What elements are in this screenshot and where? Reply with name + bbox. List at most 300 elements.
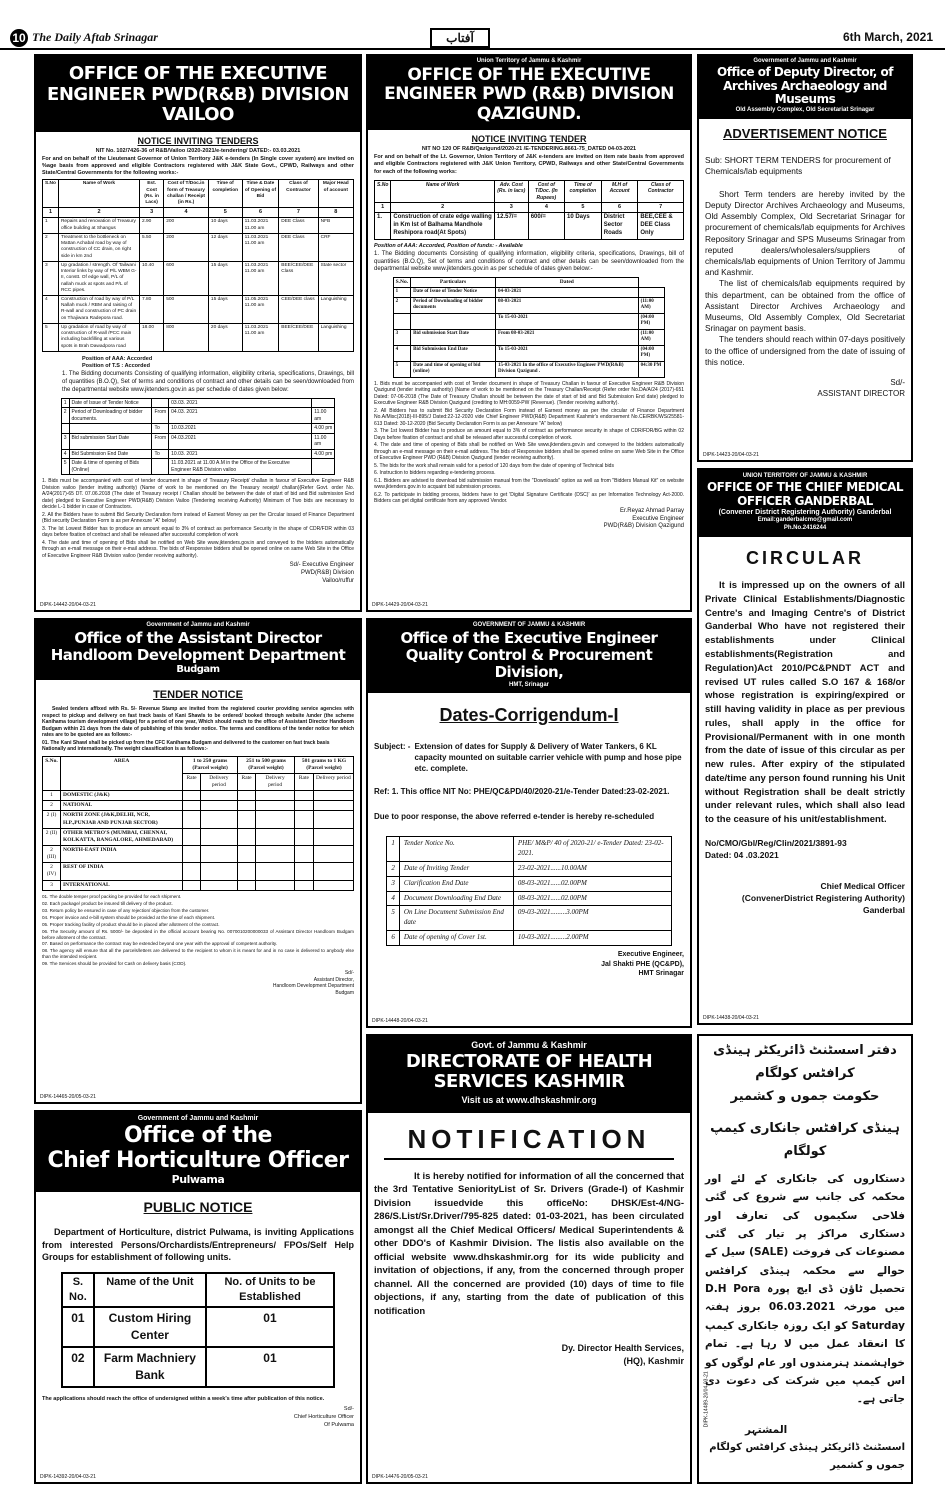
table-cell: Repairs and renovation of Treasury office building at Shangus — [58, 218, 139, 233]
table-cell: 5 — [43, 323, 59, 351]
table-cell: Custom Hiring Center — [94, 1307, 206, 1347]
gov-label: Government of Jammu and Kashmir — [146, 622, 250, 628]
table-row — [43, 846, 354, 863]
empty-cell — [183, 828, 201, 845]
table-cell: From — [152, 433, 169, 449]
column-number: 5 — [564, 203, 601, 213]
empty-cell — [256, 801, 295, 811]
empty-cell — [313, 828, 353, 845]
table-cell: Construction of crate edge walling in Km Ist of Balhama Mandhole Reshipora road(At Spots) — [391, 213, 494, 239]
phone: Ph.No.2416244 — [783, 525, 827, 532]
schedule-table — [61, 398, 336, 476]
signature-line: Sd/- — [890, 377, 905, 387]
table-cell: 2 — [393, 297, 411, 313]
table-cell: BEE/CEE/DEE Class — [279, 261, 318, 295]
ad-title: DIRECTORATE OF HEALTH SERVICES KASHMIR — [405, 1050, 653, 1093]
dipk-ref: DIPK-14438-20/04-03-21 — [703, 1014, 759, 1021]
table-cell: 10 Days — [564, 213, 601, 239]
dipk-ref: DIPK-14465-20/05-03-21 — [40, 1093, 96, 1100]
signature — [42, 970, 354, 996]
table-row — [61, 398, 335, 408]
signature — [705, 378, 905, 400]
table-cell: 2 — [387, 862, 400, 877]
ad-title-2: Chief Horticulture Officer — [47, 1148, 349, 1174]
ts-position: Position of T.S : Accorded — [82, 362, 150, 369]
subject: Sub: SHORT TERM TENDERS for procurement of Chemicals/lab equipments — [705, 154, 891, 176]
table-cell — [152, 459, 169, 475]
table-cell: District Sector Roads — [601, 213, 638, 239]
table-cell: CEE/DEE class — [279, 295, 318, 323]
column-header: Adv. Cost (Rs. in lacs) — [494, 180, 528, 203]
newspaper-logo: آفتاب — [430, 28, 490, 48]
table-row — [61, 433, 335, 449]
table-cell: 15 days — [208, 295, 242, 323]
table-cell: Bid submission Start Date — [411, 329, 496, 345]
table-cell: 1. — [375, 213, 391, 239]
urdu-subtitle: حکومت جموں و کشمیر — [730, 1088, 880, 1104]
table-cell: 08-03-2021 — [495, 297, 638, 313]
table-row — [393, 345, 665, 361]
table-cell: 10-03-2021.........2.00PM — [513, 931, 671, 946]
empty-cell — [313, 880, 353, 890]
column-header: Time of completion — [208, 180, 242, 208]
para-3: The tenders should reach within 07-days positively to the office of undersigned from the date of issuing of this notice. — [705, 334, 905, 367]
column-header: S. No. — [62, 1273, 94, 1308]
nit-number: NIT NO 120 OF R&B/Qazigund/2020-21 /E-TENDERING.8661-75_DATED 04-03-2021 — [421, 146, 637, 153]
empty-cell — [313, 801, 353, 811]
table-cell: Period of Downloading of bidder documents — [411, 297, 496, 313]
table-row — [43, 811, 354, 828]
signature — [374, 508, 684, 531]
table-cell — [152, 398, 169, 408]
column-number: 1 — [43, 208, 59, 218]
empty-cell — [183, 811, 201, 828]
table-row — [43, 863, 354, 880]
ut-label: Union Territory of Jammu & Kashmir — [476, 58, 582, 64]
column-header: Major Head of account — [318, 180, 353, 208]
para-2: 01. The Kani Shawl shall be picked up from the CFC Kanihama Budgam and delivered to the customer on fast track basis Nationally and internationally. The weight classification is as follows:- — [42, 739, 330, 753]
table-cell: Bid Submission End Date — [411, 345, 496, 361]
sub-column-header: Rate — [295, 773, 314, 790]
table-cell: 1 — [387, 837, 400, 862]
sub-column-header: Rate — [183, 773, 201, 790]
notice-heading: NOTICE INVITING TENDER — [471, 134, 587, 145]
note-item: 09. The Services should be provided for Cash on delivery basis (COD). — [42, 961, 187, 967]
table-cell: 200 — [164, 233, 209, 261]
table-cell: From — [152, 408, 169, 424]
table-cell: 09-03-2021.........3.00PM — [513, 906, 671, 931]
empty-cell — [313, 811, 353, 828]
table-cell: 10 days — [208, 218, 242, 233]
empty-cell — [295, 846, 314, 863]
notes — [374, 381, 684, 505]
signature — [42, 1406, 354, 1429]
gov-label: Government of Jammu and Kashmir — [753, 58, 857, 64]
table-cell: Date & time of opening of Bids (Online) — [69, 459, 152, 475]
table-row — [61, 424, 335, 434]
table-row — [387, 906, 671, 931]
column-header: AREA — [60, 756, 182, 791]
column-number: 4 — [164, 208, 209, 218]
works-table — [42, 179, 354, 352]
dipk-ref: DIPK-14423-20/04-03-21 — [703, 451, 759, 458]
table-cell: Up gradation of road by way of construction of R-wall /PCC main including backfilling at various spots in Brah Dawadpora road — [58, 323, 139, 351]
intro-text: For and on behalf of the Lieutenant Governor of Union Territory J&K e-tenders (In Single cover system) are invited on %age basis from approved and eligible Contractors registered with J&K State Govt., CPWD, Railways and other State/Central Governments for the following works:- — [42, 155, 354, 177]
column-header: Name of Work — [58, 180, 139, 208]
signature-line: Sd/- Executive Engineer — [289, 562, 354, 569]
signature-line: Er.Reyaz Ahmad Parray — [619, 507, 684, 514]
gov-label: Govt. of Jammu & Kashmir — [471, 1040, 587, 1050]
table-cell: 10.03.2021 — [169, 424, 312, 434]
table-cell: 600/= — [528, 213, 564, 239]
empty-cell — [237, 828, 255, 845]
table-row — [393, 297, 665, 313]
column-header: Class of Contractor — [279, 180, 318, 208]
gov-label: Government of Jammu and Kashmir — [137, 1115, 259, 1122]
para-1: Sealed tenders affixed with Rs. 5/- Revenue Stamp are invited from the registered courier providing service agencies with respect to pickup and delivery on fast track basis of Kani Shawls to be ordered/ booked through website /under (the scheme Kanihama tourism development village) for a period of one year, Which should reach to the office of Assistant Director Handloom Budgam within 21 days from the date of publishing of this tender notice. The terms and conditions of the tender notice for which rates are to be quoted are as follows:- — [42, 706, 354, 739]
ad-place: Pulwama — [171, 1172, 225, 1186]
table-cell: On Line Document Submission End date — [399, 906, 513, 931]
para-1: Department of Horticulture, district Pulwama, is inviting Applications from interested Persons/Orchardists/Entrepreneurs/ FPOs/Self Help Groups for establishment of following units. — [42, 1226, 354, 1263]
subject: Extension of dates for Supply & Delivery of Water Tankers, 6 KL capacity mounted on suitable carrier vehicle with pump and hose pipe etc. complete. — [414, 741, 682, 773]
ad-title: Office of Deputy Director, of Archives Archaeology and Museums — [717, 64, 893, 107]
table-cell: NORTH ZONE (J&K,DELHI, NCR, H.P.,PUNJAB AND PUNJAB SECTOR) — [60, 811, 182, 828]
column-header: Name of Work — [391, 180, 494, 203]
empty-cell — [237, 801, 255, 811]
table-row — [393, 313, 665, 329]
rates-table — [42, 756, 354, 891]
column-header: 251 to 500 grams (Parcel weight) — [237, 756, 294, 773]
table-cell: 5.50 — [140, 233, 164, 261]
ad-handicrafts-urdu — [697, 1034, 913, 1484]
table-cell: 2 — [61, 408, 69, 424]
table-cell: Up gradation / strength. Of Tailwani Interior links by way of P/L WBM G-II, constt. Of edge wall, P/L of nallah muck at spots and P/L of RCC pipes. — [58, 261, 139, 295]
table-cell: Bid submission Start Date — [69, 433, 152, 449]
column-number: 3 — [494, 203, 528, 213]
column-number: 3 — [140, 208, 164, 218]
table-cell: 04.03.2021 — [169, 433, 312, 449]
table-cell: 4 — [387, 891, 400, 906]
empty-cell — [183, 846, 201, 863]
table-cell: 2.90 — [140, 218, 164, 233]
column-number: 8 — [318, 208, 353, 218]
notes — [42, 894, 354, 968]
table-cell: To 15-03-2021 — [495, 313, 638, 329]
table-cell: 4 — [61, 449, 69, 459]
ad-title: OFFICE OF THE CHIEF MEDICAL OFFICER GANDERBAL — [706, 479, 904, 508]
table-cell — [312, 459, 335, 475]
table-cell: 2 (IV) — [43, 863, 61, 880]
table-cell: Farm Machniery Bank — [94, 1347, 206, 1387]
column-number: 1 — [375, 203, 391, 213]
empty-cell — [295, 880, 314, 890]
note-item: 06. The Security amount of Rs. 5000/- be deposited in the official account bearing No. 0070010200000033 of Assistant Director Handloom Budgam before allotment of the contract. — [42, 928, 354, 940]
units-table — [61, 1272, 336, 1388]
table-cell: BEE/CEE/DEE — [279, 323, 318, 351]
note-item: 03. Return policy be ensured in case of any rejection/ objection from the customer. — [42, 907, 210, 913]
note-item: 3. The 1st lowest Bidder has to produce an amount equal to 3% of contract as performance security in shape of CDR/FDR/BG within 02 Days before fixation of contract and shall be released after successful completion of work. — [374, 428, 684, 441]
table-cell: 12.57/= — [494, 213, 528, 239]
table-cell: 2 — [43, 233, 59, 261]
column-header: Time & Date of Opening of Bid — [242, 180, 279, 208]
table-cell: DOMESTIC (J&K) — [60, 791, 182, 801]
ad-place: HMT, Srinagar — [508, 681, 549, 688]
table-cell: 5 — [61, 459, 69, 475]
signature-line: Chief Medical Officer — [820, 880, 905, 891]
signature-line: PWD(R&B) Division Qazigund — [603, 523, 684, 530]
signature-line: HMT Srinagar — [638, 970, 684, 978]
note-item: 04. Proper invoice and e-bill system should be provided at the time of each shipment. — [42, 914, 216, 920]
table-cell: Bid Submission End Date — [69, 449, 152, 459]
ad-pwd-qazigund — [366, 54, 692, 612]
notice-heading: PUBLIC NOTICE — [143, 1199, 253, 1216]
table-cell: 3 — [43, 261, 59, 295]
table-cell: 03.03. 2021 — [169, 398, 312, 408]
signature-line: ASSISTANT DIRECTOR — [817, 388, 905, 398]
table-cell — [69, 424, 152, 434]
ad-title: OFFICE OF THE EXECUTIVE ENGINEER PWD (R&B) DIVISION QAZIGUND. — [384, 64, 674, 124]
empty-cell — [183, 801, 201, 811]
column-number: 4 — [528, 203, 564, 213]
empty-cell — [237, 811, 255, 828]
note-item: 2. All the Bidders have to submit Bid Security Declaration form instead of Earnest Money as per the Circular issued of Finance Department (Bid security Declaration Form is as per Annexure "A" below) — [42, 511, 354, 525]
gov-label: GOVERNMENT OF JAMMU & KASHMIR — [472, 622, 586, 628]
signature-line: Executive Engineer, — [617, 950, 684, 958]
note-item: 07. Based on performance the contract may be extended beyond one year with the approval of competent authority. — [42, 941, 278, 947]
table-row — [393, 329, 665, 345]
email: Email:ganderbalcmo@gmail.com — [757, 517, 853, 524]
table-cell: To 15-03-2021 — [495, 345, 638, 361]
table-row — [387, 837, 671, 862]
aaa-position: Position of AAA: Accorded — [82, 355, 153, 362]
para-1: Short Term tenders are hereby invited by the Deputy Director Archives Archaeology and Museums, Old Assembly Complex, Old Secretariat Srinagar for procurement of chemicals/lab equipments for Archives Repository Srinagar and SPS Museums Srinagar from reputed dealers/wholesalers/suppliers of chemicals/lab equipments of Union Territory of Jammu and Kashmir. — [705, 188, 905, 278]
table-cell: Treatment to the bottleneck on Mattan Achabal road by way of construction of CC drain, on right side in km 2nd — [58, 233, 139, 261]
issue-date: 6th March, 2021 — [842, 30, 933, 44]
para-2: The applications should reach the office of undersigned within a week's time after publication of this notice. — [42, 1395, 325, 1402]
works-table — [374, 180, 684, 240]
table-cell: 20 days — [208, 323, 242, 351]
signature-line: PWD(R&B) Division — [300, 569, 354, 576]
signature-line: Handloom Development Department — [272, 983, 354, 990]
empty-cell — [256, 811, 295, 828]
table-cell: 11.05.2021 11.00 am — [242, 295, 279, 323]
sub-column-header: Delivery period — [313, 773, 353, 790]
ad-handloom-budgam — [34, 618, 362, 1104]
notes — [42, 478, 354, 559]
table-cell: 04.03. 2021 — [169, 408, 312, 424]
table-cell: 2 (III) — [43, 846, 61, 863]
table-cell: (04:00 PM) — [638, 345, 665, 361]
table-cell: PHE/ M&P/ 40 of 2020-21/ e-Tender Dated: 23-02-2021. — [513, 837, 671, 862]
signature-line: Dy. Director Health Services, — [561, 1342, 684, 1353]
table-cell: Tender Notice No. — [399, 837, 513, 862]
ad-title: OFFICE OF THE EXECUTIVE ENGINEER PWD(R&B) DIVISION VAILOO — [47, 63, 349, 126]
empty-cell — [295, 811, 314, 828]
signature-line: Ganderbal — [862, 905, 905, 916]
table-cell: 500 — [164, 295, 209, 323]
ut-label: UNION TERRITORY OF JAMMU & KASHMIR — [742, 473, 868, 479]
table-row — [43, 233, 354, 261]
empty-cell — [200, 811, 237, 828]
column-header: No. of Units to be Established — [206, 1273, 335, 1308]
table-cell: 600 — [164, 261, 209, 295]
empty-cell — [200, 828, 237, 845]
table-cell: 4.00 pm — [312, 449, 335, 459]
table-cell: 3 — [61, 433, 69, 449]
table-cell: 02 — [62, 1347, 94, 1387]
empty-cell — [256, 846, 295, 863]
table-row — [43, 323, 354, 351]
table-row — [43, 218, 354, 233]
table-cell: 04-03-2021 — [495, 288, 638, 298]
empty-cell — [256, 880, 295, 890]
ad-quality-control — [366, 618, 692, 1028]
column-number: 7 — [279, 208, 318, 218]
urdu-signature: اسسٹنٹ ڈائریکٹر ہینڈی کرافٹس کولگام جموں و کشمیر — [709, 1442, 905, 1471]
empty-cell — [237, 791, 255, 801]
dipk-ref: DIPK-14489-20/04-03-21 — [703, 1371, 710, 1428]
column-number: 2 — [58, 208, 139, 218]
table-row — [43, 828, 354, 845]
signature-line: Chief Horticulture Officer — [293, 1414, 354, 1421]
table-cell: BEE,CEE & DEE Class Only — [638, 213, 684, 239]
table-cell: 11.03.2021 11.00 am — [242, 233, 279, 261]
note-item: 01. The double temper proof packing be provided for each shipment. — [42, 893, 182, 899]
table-cell: DEE Class — [279, 218, 318, 233]
note-item: 4. The date and time of opening of Bids shall be notified on Web Site www.jktenders.gov.in and conveyed to the bidders automatically through an e-mail message on their e-mail address. The bids of Responsive bidders shall be opened online on same Web Site in the Office of Executive Engineer PWD (R&B) Division Qazigund (tender receiving authority). — [374, 442, 684, 462]
column-header: S.No — [375, 180, 391, 203]
urdu-body: دستکاروں کی جانکاری کے لئے اور محکمہ کی جانب سے شروع کی گئی فلاحی سکیموں کی تعارف اور دستکاری مراکز پر تیار کی گئی مصنوعات کی فروخت (SALE) سیل کے حوالے سے محکمہ ہینڈی کرافٹس تحصیل ٹاؤن ڈی ایچ پورہ D.H Pora میں مورخہ 06.03.2021 بروز ہفتہ Saturday کو ایک روزہ جانکاری کیمپ کا انعقاد عمل میں لا رہا ہے۔ تمام خواہشمند ہنرمندوں اور عام لوگوں کو اس کیمپ میں شرکت کی دعوت دی جاتی ہے۔ — [705, 1172, 905, 1406]
table-cell: 08-03-2021......02.00PM — [513, 876, 671, 891]
table-cell: OTHER METRO'S (MUMBAI, CHENNAI, KOLKATTA, BANGALORE, AHMEDABAD) — [60, 828, 182, 845]
table-row — [43, 261, 354, 295]
table-cell: 08-03-2021......02.00PM — [513, 891, 671, 906]
note-item: 2. All Bidders has to submit Bid Security Declaration Form instead of Earnest money as per the circular of Finance Department No.A/Misc(2018)-III-895/J Dated:22-12-2020 vide Chief Engineer PWD(R&B) Department Kashmir's endorsement No.CE/RBK/WS/25581-613 Dated: 30-12-2020 (Bid Security Declaration Form is as per Annexure "A" below) — [374, 407, 684, 427]
empty-cell — [237, 863, 255, 880]
column-header: Particulars — [411, 278, 496, 288]
table-cell: 200 — [164, 218, 209, 233]
dipk-ref: DIPK-14448-20/04-03-21 — [372, 1017, 428, 1024]
column-number: 6 — [242, 208, 279, 218]
column-header: Dated — [495, 278, 638, 288]
ref-line: Ref: 1. This office NIT No: PHE/QC&PD/40/2020-21/e-Tender Dated:23-02-2021. — [374, 787, 670, 797]
column-number: 6 — [601, 203, 638, 213]
dipk-ref: DIPK-14392-20/04-03-21 — [40, 1473, 96, 1480]
newspaper-header — [0, 0, 945, 50]
table-row — [61, 459, 335, 475]
empty-cell — [183, 863, 201, 880]
table-row — [387, 862, 671, 877]
table-cell: 4 — [43, 295, 59, 323]
table-cell: 7.80 — [140, 295, 164, 323]
table-cell — [393, 313, 411, 329]
empty-cell — [183, 791, 201, 801]
column-header: S.No — [43, 180, 59, 208]
table-row — [62, 1347, 335, 1387]
note-item: 02. Each package/ product be insured till delivery of the product. — [42, 900, 173, 906]
signature — [705, 880, 905, 917]
column-header: Time of completion — [564, 180, 601, 203]
column-header: S.No. — [43, 756, 61, 791]
sub-column-header: Delivery period — [200, 773, 237, 790]
ad-cmo-ganderbal — [697, 468, 913, 1025]
table-cell: 11.03.2021 at 11.00 A.M in the Office of the Executive Engineer R&B Division vailoo — [169, 459, 312, 475]
table-cell: Date of Issue of Tender Notice — [411, 288, 496, 298]
table-cell: 11.03.2021 11.00 am — [242, 218, 279, 233]
signature-line: Vailoo/ruffur — [322, 577, 354, 584]
ad-health-services — [366, 1034, 692, 1484]
empty-cell — [183, 880, 201, 890]
signature-line: Assistant Director, — [313, 976, 354, 983]
empty-cell — [237, 880, 255, 890]
empty-cell — [237, 846, 255, 863]
empty-cell — [256, 791, 295, 801]
table-cell: Date of opening of Cover 1st. — [399, 931, 513, 946]
table-cell: Languishing — [318, 323, 353, 351]
table-cell: 3 — [393, 329, 411, 345]
newspaper-name: The Daily Aftab Srinagar — [32, 30, 158, 44]
table-cell: 2 (II) — [43, 828, 61, 845]
empty-cell — [295, 863, 314, 880]
table-cell: 6 — [387, 931, 400, 946]
column-header: 501 grams to 1 KG (Parcel weight) — [295, 756, 354, 773]
table-cell: 5 — [393, 361, 411, 377]
table-cell: 01 — [206, 1307, 335, 1347]
table-cell: NFB — [318, 218, 353, 233]
table-cell: 11.03.2021 11.00 am — [242, 261, 279, 295]
table-cell: CRF — [318, 233, 353, 261]
para-bidding-docs: 1. The Bidding documents Consisting of qualifying information, eligibility criteria, specifications, Drawings, bill of quantities (B.O.Q), Set of terms and conditions of contract and other details can be seen/downloaded from the departmental website www.jktenders.gov.in as per schedule of dates given below:- — [374, 250, 684, 273]
signature — [42, 562, 354, 585]
table-row — [43, 295, 354, 323]
table-cell: Date and time of opening of bid (online) — [411, 361, 496, 377]
empty-cell — [200, 880, 237, 890]
signature-line: (ConvenerDistrict Registering Authority) — [741, 892, 905, 903]
column-number: 2 — [391, 203, 494, 213]
note-item: 6. Instruction to bidders regarding e-tendering process. — [374, 470, 496, 477]
empty-cell — [313, 791, 353, 801]
table-cell: 4 — [393, 345, 411, 361]
column-header: Cost of T/Doc. (In Rupees) — [528, 180, 564, 203]
notice-heading: CIRCULAR — [746, 548, 864, 569]
table-cell: 2 — [43, 801, 61, 811]
table-cell: DEE Class — [279, 233, 318, 261]
empty-cell — [295, 801, 314, 811]
urdu-title: دفتر اسسٹنٹ ڈائریکٹر ہینڈی کرافٹس کولگام — [713, 1043, 897, 1081]
ad-pwd-vailoo — [34, 54, 362, 612]
ad-title-1: Office of the — [124, 1123, 272, 1149]
empty-cell — [200, 863, 237, 880]
table-cell: Languishing — [318, 295, 353, 323]
column-header: Cost of T/Doc.in form of Treasury challan / Receipt (in Rs.) — [164, 180, 209, 208]
note-item: 3. The Ist Lowest Bidder has to produce an amount equal to 3% of contract as performance Security in the shape of CDR/FDR within 03 days before fixation of contract and shall be released after successful completion of work — [42, 525, 354, 539]
table-row — [43, 801, 354, 811]
para-1: Due to poor response, the above referred e-tender is hereby re-scheduled — [374, 812, 655, 822]
notice-heading: TENDER NOTICE — [153, 688, 243, 701]
column-header: Class of Contractor — [638, 180, 684, 203]
table-cell — [638, 288, 665, 298]
empty-cell — [256, 828, 295, 845]
empty-cell — [295, 791, 314, 801]
table-cell: 1 — [43, 791, 61, 801]
table-cell: Document Downloading End Date — [399, 891, 513, 906]
empty-cell — [313, 863, 353, 880]
empty-cell — [313, 846, 353, 863]
dipk-ref: DIPK-14442-20/04-03-21 — [40, 601, 96, 608]
para-2: The list of chemicals/lab equipments required by this department, can be obtained from the office of Assistant Director Archives Archaeology and Museums, Old Assembly Complex, Old Secretariat Srinagar on payment basis. — [705, 278, 905, 334]
para-1: It is impressed up on the owners of all Private Clinical Establishments/Diagnostic Centre's and Imaging Centre's of District Ganderbal Who have not registered their establishments under Clinical establishments(Registration and Regulation)Act 2010/PC&PNDT ACT and revised UT rules called S.O 167 & 168/or whose registration is expiring/expired or still having validity in place as per previous rules, shall apply in the office for Provisional/Permanent with in one month from the date of issue of this circular as per new rules. After expiry of the stipulated date/time any person found running his Unit without Registration shall be dealt strictly under relevant rules, which shall also lead to the ceasure of his unit/establishment. — [705, 580, 905, 826]
ad-archives — [697, 54, 913, 462]
